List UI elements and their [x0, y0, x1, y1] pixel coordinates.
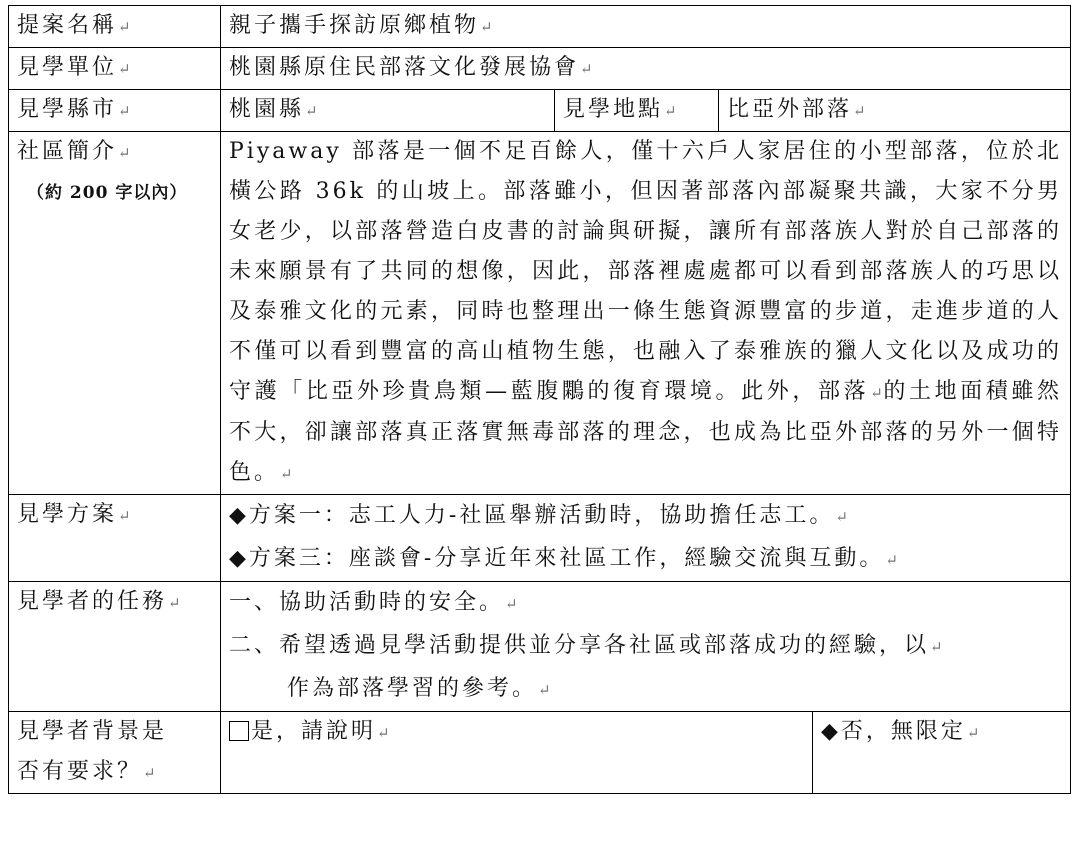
intro-label: 社區簡介 — [17, 139, 118, 164]
location-value-cell[interactable] — [719, 90, 1071, 132]
background-yes-cell[interactable] — [221, 712, 813, 794]
task-item-2-text: 二、希望透過見學活動提供並分享各社區或部落成功的經驗，以 — [229, 633, 930, 658]
plans-label: 見學方案 — [17, 502, 118, 527]
intro-sublabel: （約 200 字以內） — [27, 183, 188, 203]
paragraph-mark: ↵ — [835, 508, 848, 526]
location-label-cell — [555, 90, 719, 132]
paragraph-mark: ↵ — [664, 102, 677, 120]
proposal-name-value-cell[interactable] — [221, 6, 1071, 48]
plan-item-1-text: ◆方案一：志工人力-社區舉辦活動時，協助擔任志工。 — [229, 503, 835, 528]
proposal-name-value: 親子攜手探訪原鄉植物 — [229, 13, 480, 38]
paragraph-mark: ↵ — [168, 594, 181, 612]
unit-label: 見學單位 — [17, 55, 118, 80]
paragraph-mark: ↵ — [280, 465, 293, 483]
row-city — [9, 90, 1071, 132]
paragraph-mark: ↵ — [118, 102, 131, 120]
row-background — [9, 712, 1071, 794]
tasks-value-cell[interactable] — [221, 582, 1071, 712]
location-label: 見學地點 — [563, 97, 664, 122]
background-label-line2: 否有要求？ — [17, 759, 143, 784]
paragraph-mark: ↵ — [143, 764, 156, 782]
intro-text-cell[interactable] — [221, 132, 1071, 495]
paragraph-mark: ↵ — [966, 724, 980, 742]
paragraph-mark: ↵ — [930, 638, 943, 656]
city-label: 見學縣市 — [17, 97, 118, 122]
proposal-name-label: 提案名稱 — [17, 13, 118, 38]
tasks-label: 見學者的任務 — [17, 589, 168, 614]
row-tasks — [9, 582, 1071, 712]
checkbox-icon[interactable] — [229, 721, 249, 741]
row-unit — [9, 48, 1071, 90]
task-item-1 — [229, 582, 1062, 625]
intro-text-main: Piyaway 部落是一個不足百餘人，僅十六戶人家居住的小型部落，位於北橫公路 36k 的山坡上。部落雖小，但因著部落內部凝聚共識，大家不分男女老少，以部落營造白皮書的討論與研擬，讓所有部落族人對於自己部落的未來願景有了共同的想像，因此，部落裡處處都可以看到部落族人的巧思以及泰雅文化的元素，同時也整理出一條生態資源豐富的步道，走進步道的人不僅可以看到豐富的高山植物生態，也融入了泰雅族的獵人文化以及成功的守護「比亞外珍貴鳥類—藍腹鷴的復育環境。此外，部落 — [229, 139, 1063, 404]
proposal-name-label-cell — [9, 6, 221, 48]
background-yes-option: 是，請說明 — [251, 719, 377, 744]
intro-text-end: 的土地面積雖然不大，卻讓部落真正落實無毒部落的理念，也成為比亞外部落的另外一個特色。 — [229, 379, 1063, 485]
plans-value-cell[interactable] — [221, 495, 1071, 582]
tasks-label-cell — [9, 582, 221, 712]
plan-item-2-text: ◆方案三：座談會-分享近年來社區工作，經驗交流與互動。 — [229, 546, 885, 571]
task-item-2 — [229, 625, 1062, 668]
paragraph-mark: ↵ — [377, 724, 390, 742]
paragraph-mark: ↵ — [505, 595, 518, 613]
intro-label-cell — [9, 132, 221, 495]
background-label-cell — [9, 712, 221, 794]
plan-item-1 — [229, 495, 1062, 538]
unit-value-cell[interactable] — [221, 48, 1071, 90]
row-proposal-name — [9, 6, 1071, 48]
background-label-line1: 見學者背景是 — [17, 719, 168, 744]
background-no-cell[interactable] — [813, 712, 1071, 794]
row-intro — [9, 132, 1071, 495]
paragraph-mark: ↵ — [853, 102, 866, 120]
task-item-1-text: 一、協助活動時的安全。 — [229, 590, 505, 615]
unit-label-cell — [9, 48, 221, 90]
task-item-2-continued — [229, 668, 1062, 711]
paragraph-mark: ↵ — [118, 144, 131, 162]
paragraph-mark: ↵ — [118, 60, 131, 78]
city-label-cell — [9, 90, 221, 132]
paragraph-mark: ↵ — [870, 384, 883, 402]
proposal-form-table — [8, 5, 1071, 794]
paragraph-mark: ↵ — [118, 18, 131, 36]
unit-value: 桃園縣原住民部落文化發展協會 — [229, 55, 580, 80]
paragraph-mark: ↵ — [580, 60, 593, 78]
row-plans — [9, 495, 1071, 582]
city-value: 桃園縣 — [229, 97, 305, 122]
paragraph-mark: ↵ — [118, 507, 131, 525]
plan-item-2 — [229, 538, 1062, 581]
location-value: 比亞外部落 — [727, 97, 853, 122]
paragraph-mark: ↵ — [305, 102, 318, 120]
paragraph-mark: ↵ — [538, 681, 551, 699]
paragraph-mark: ↵ — [885, 551, 898, 569]
paragraph-mark: ↵ — [480, 18, 493, 36]
city-value-cell[interactable] — [221, 90, 555, 132]
plans-label-cell — [9, 495, 221, 582]
background-no-option: ◆否，無限定 — [821, 719, 966, 744]
task-item-2-continued-text: 作為部落學習的參考。 — [287, 676, 538, 701]
